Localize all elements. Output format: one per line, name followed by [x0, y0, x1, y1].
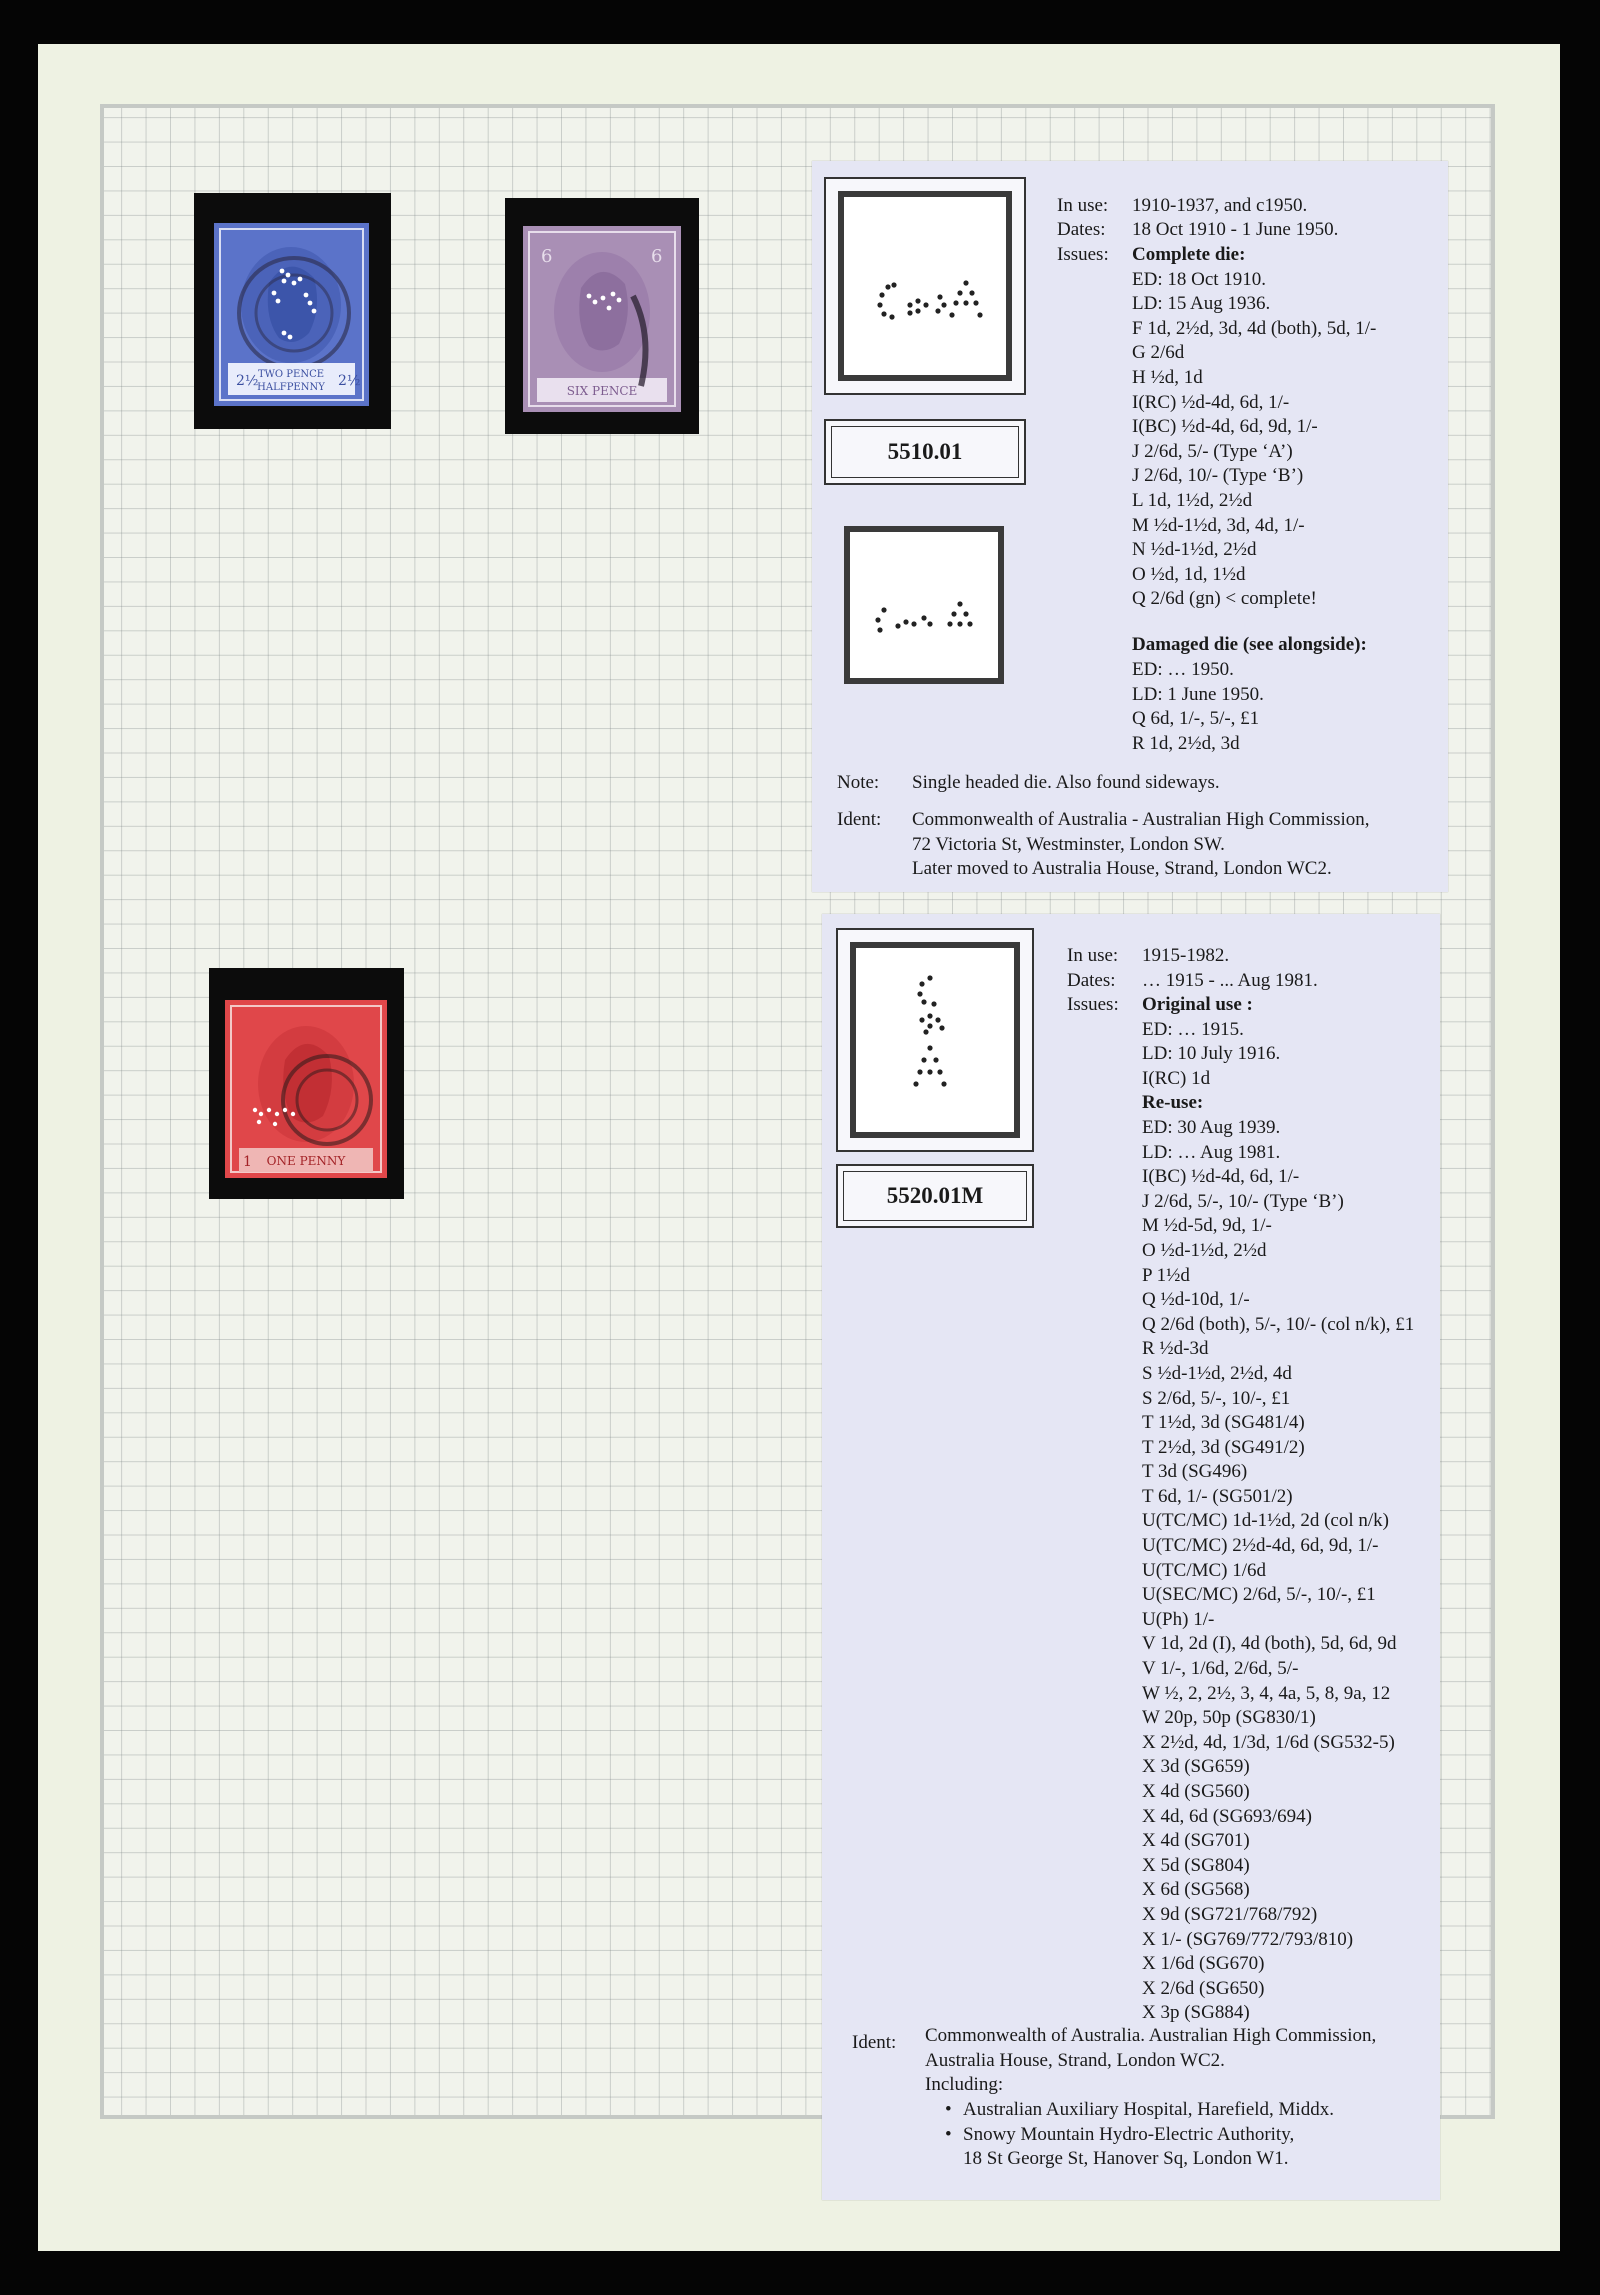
perfin-pattern-cofa-vertical — [856, 948, 1014, 1132]
inuse-label: In use: — [1067, 945, 1119, 966]
issue-line: X 3p (SG884) — [1142, 2002, 1250, 2024]
damaged-line: LD: 1 June 1950. — [1132, 683, 1264, 705]
issue-line: X 5d (SG804) — [1142, 1854, 1250, 1876]
issue-line: ED: … 1915. — [1142, 1018, 1244, 1040]
including-item: • Snowy Mountain Hydro-Electric Authority, — [925, 2123, 1334, 2148]
dates-label: Dates: — [1057, 219, 1106, 240]
issue-line: Q 2/6d (both), 5/-, 10/- (col n/k), £1 — [1142, 1313, 1415, 1335]
ident-line: 72 Victoria St, Westminster, London SW. — [912, 833, 1225, 855]
issue-line: X 1/- (SG769/772/793/810) — [1142, 1928, 1354, 1950]
issue-line: LD: 10 July 1916. — [1142, 1043, 1281, 1065]
dates-value: 18 Oct 1910 - 1 June 1950. — [1132, 219, 1339, 240]
issue-line: T 3d (SG496) — [1142, 1461, 1248, 1483]
issue-line: J 2/6d, 10/- (Type ‘B’) — [1132, 465, 1304, 487]
issue-line: O ½d, 1d, 1½d — [1132, 563, 1246, 585]
issue-line: X 6d (SG568) — [1142, 1879, 1250, 1901]
ident-label: Ident: — [837, 809, 882, 830]
die-illustration-frame — [836, 928, 1034, 1152]
issue-line: U(Ph) 1/- — [1142, 1608, 1215, 1630]
ident-line: Commonwealth of Australia - Australian High Commission, — [912, 809, 1370, 830]
issue-line: J 2/6d, 5/-, 10/- (Type ‘B’) — [1142, 1190, 1344, 1212]
note-label: Note: — [837, 772, 880, 793]
svg-text:2½: 2½ — [236, 373, 259, 389]
die-illustration-frame — [824, 177, 1026, 395]
entry-card-5510 — [812, 161, 1448, 892]
ident-line: Commonwealth of Australia. Australian High Commission, — [925, 2025, 1377, 2046]
including-continuation: 18 St George St, Hanover Sq, London W1. — [963, 2148, 1289, 2169]
issue-line: U(TC/MC) 1d-1½d, 2d (col n/k) — [1142, 1510, 1389, 1532]
perfin-die-complete — [838, 191, 1012, 381]
ident-text — [912, 808, 1370, 882]
stamp-mount-2 — [505, 198, 699, 434]
inuse-label: In use: — [1057, 195, 1109, 216]
ident-line: Later moved to Australia House, Strand, London WC2. — [912, 858, 1332, 880]
issue-line: S ½d-1½d, 2½d, 4d — [1142, 1362, 1292, 1384]
ident-label: Ident: — [852, 2032, 897, 2053]
issue-line: S 2/6d, 5/-, 10/-, £1 — [1142, 1387, 1291, 1409]
perfin-die-damaged — [844, 526, 1004, 684]
svg-text:ONE PENNY: ONE PENNY — [266, 1154, 346, 1168]
issue-line: J 2/6d, 5/- (Type ‘A’) — [1132, 440, 1293, 462]
issue-line: X 4d (SG560) — [1142, 1781, 1250, 1802]
including-list — [925, 2098, 1334, 2147]
issue-line: Original use : — [1142, 994, 1253, 1015]
issue-line: L 1d, 1½d, 2½d — [1132, 489, 1253, 511]
perfin-pattern-cofa — [844, 197, 1006, 375]
issue-line: U(TC/MC) 1/6d — [1142, 1559, 1267, 1581]
issue-line: X 3d (SG659) — [1142, 1756, 1250, 1778]
svg-text:2½: 2½ — [338, 373, 361, 389]
including-item: • Australian Auxiliary Hospital, Harefield, Middx. — [925, 2098, 1334, 2123]
issue-line: M ½d-5d, 9d, 1/- — [1142, 1215, 1272, 1237]
dates-label: Dates: — [1067, 970, 1116, 991]
issue-line: O ½d-1½d, 2½d — [1142, 1239, 1267, 1261]
stamp-image — [214, 223, 369, 406]
issue-line: LD: … Aug 1981. — [1142, 1141, 1281, 1163]
svg-text:TWO PENCE: TWO PENCE — [257, 369, 325, 380]
ident-text — [925, 2024, 1376, 2098]
damaged-die-list — [1132, 658, 1264, 756]
inuse-value: 1915-1982. — [1142, 945, 1230, 966]
inuse-value: 1910-1937, and c1950. — [1132, 195, 1308, 216]
issue-line: N ½d-1½d, 2½d — [1132, 539, 1257, 561]
issue-line: Q ½d-10d, 1/- — [1142, 1289, 1250, 1311]
issue-line: Re-use: — [1142, 1092, 1204, 1114]
damaged-line: R 1d, 2½d, 3d — [1132, 732, 1240, 754]
catalog-number: 5520.01M — [843, 1171, 1027, 1221]
note-value: Single headed die. Also found sideways. — [912, 772, 1220, 793]
issue-line: X 2½d, 4d, 1/3d, 1/6d (SG532-5) — [1142, 1731, 1395, 1753]
issue-line: X 1/6d (SG670) — [1142, 1953, 1265, 1975]
issue-line: ED: 18 Oct 1910. — [1132, 268, 1267, 290]
dates-value: … 1915 - ... Aug 1981. — [1142, 970, 1318, 991]
stamp-image — [225, 1000, 387, 1178]
issue-line: I(BC) ½d-4d, 6d, 9d, 1/- — [1132, 416, 1318, 438]
issue-line: X 4d (SG701) — [1142, 1830, 1250, 1852]
issue-line: R ½d-3d — [1142, 1338, 1209, 1360]
ident-line: Including: — [925, 2074, 1004, 2096]
issue-line: X 9d (SG721/768/792) — [1142, 1903, 1318, 1925]
svg-text:SIX PENCE: SIX PENCE — [566, 384, 638, 398]
catalog-number-box — [824, 419, 1026, 485]
issue-line: I(RC) ½d-4d, 6d, 1/- — [1132, 391, 1290, 413]
svg-text:6: 6 — [651, 246, 663, 267]
issues-label: Issues: — [1067, 994, 1119, 1015]
issue-line: V 1d, 2d (I), 4d (both), 5d, 6d, 9d — [1142, 1633, 1397, 1655]
issue-line: H ½d, 1d — [1132, 366, 1203, 388]
issue-line: T 6d, 1/- (SG501/2) — [1142, 1485, 1293, 1507]
issue-line: T 1½d, 3d (SG481/4) — [1142, 1412, 1305, 1434]
issue-line: X 4d, 6d (SG693/694) — [1142, 1805, 1312, 1827]
issue-line: U(SEC/MC) 2/6d, 5/-, 10/-, £1 — [1142, 1584, 1376, 1606]
issue-line: Complete die: — [1132, 244, 1246, 265]
stamp-6d-purple[interactable] — [523, 226, 681, 412]
stamp-image — [523, 226, 681, 412]
stamp-2-5d-blue[interactable] — [214, 223, 369, 406]
issue-line: U(TC/MC) 2½d-4d, 6d, 9d, 1/- — [1142, 1535, 1379, 1557]
issue-line: G 2/6d — [1132, 342, 1185, 364]
issue-line: W ½, 2, 2½, 3, 4, 4a, 5, 8, 9a, 12 — [1142, 1682, 1391, 1704]
svg-text:1: 1 — [243, 1154, 252, 1170]
ident-line: Australia House, Strand, London WC2. — [925, 2049, 1225, 2071]
svg-text:6: 6 — [541, 246, 553, 267]
perfin-pattern-damaged — [850, 532, 998, 678]
issue-line: V 1/-, 1/6d, 2/6d, 5/- — [1142, 1658, 1299, 1680]
issue-line: F 1d, 2½d, 3d, 4d (both), 5d, 1/- — [1132, 317, 1377, 339]
damaged-line: ED: … 1950. — [1132, 659, 1234, 680]
issue-line: X 2/6d (SG650) — [1142, 1977, 1265, 1999]
stamp-mount-1 — [194, 193, 391, 429]
issue-line: T 2½d, 3d (SG491/2) — [1142, 1436, 1305, 1458]
issue-line: I(BC) ½d-4d, 6d, 1/- — [1142, 1166, 1300, 1188]
perfin-die-vertical — [850, 942, 1020, 1138]
catalog-number-box — [836, 1164, 1034, 1228]
issue-line: ED: 30 Aug 1939. — [1142, 1116, 1281, 1138]
damaged-die-heading: Damaged die (see alongside): — [1132, 634, 1367, 655]
issue-line: M ½d-1½d, 3d, 4d, 1/- — [1132, 514, 1305, 536]
issue-line: I(RC) 1d — [1142, 1067, 1211, 1089]
stamp-mount-3 — [209, 968, 404, 1199]
issues-list — [1132, 243, 1376, 612]
stamp-1d-red[interactable] — [225, 1000, 387, 1178]
svg-text:HALFPENNY: HALFPENNY — [257, 382, 325, 393]
damaged-line: Q 6d, 1/-, 5/-, £1 — [1132, 708, 1260, 730]
issue-line: P 1½d — [1142, 1264, 1190, 1286]
entry-card-5520 — [822, 914, 1440, 2200]
issue-line: Q 2/6d (gn) < complete! — [1132, 588, 1317, 610]
issues-label: Issues: — [1057, 244, 1109, 265]
catalog-number: 5510.01 — [831, 426, 1019, 478]
issues-list — [1142, 993, 1414, 2026]
issue-line: LD: 15 Aug 1936. — [1132, 293, 1271, 315]
issue-line: W 20p, 50p (SG830/1) — [1142, 1707, 1316, 1729]
